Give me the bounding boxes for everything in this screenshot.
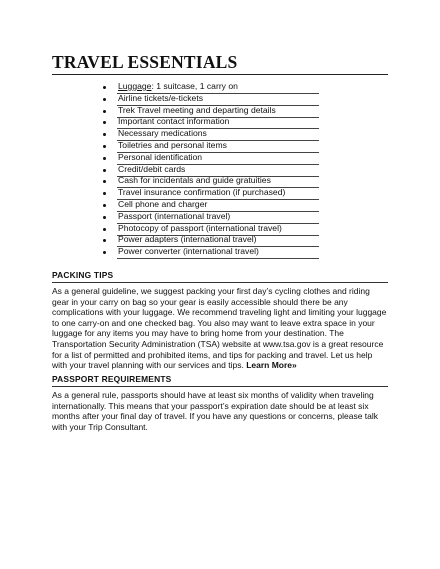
checklist-line <box>117 164 319 165</box>
list-item-text: Toiletries and personal items <box>118 139 227 150</box>
list-item-text: Passport (international travel) <box>118 210 231 221</box>
list-item <box>103 187 285 199</box>
checklist-line <box>117 152 319 153</box>
list-item-text: Credit/debit cards <box>118 163 186 174</box>
packing-tips-divider <box>52 282 388 283</box>
checklist-line <box>117 246 319 247</box>
bullet-icon <box>103 169 106 172</box>
bullet-icon <box>103 239 106 242</box>
essentials-checklist <box>103 81 285 258</box>
bullet-icon <box>103 157 106 160</box>
list-item-text: Cell phone and charger <box>118 198 208 209</box>
bullet-icon <box>103 110 106 113</box>
bullet-icon <box>103 204 106 207</box>
list-item <box>103 234 285 246</box>
title-divider <box>52 74 388 75</box>
list-item <box>103 81 285 93</box>
bullet-icon <box>103 145 106 148</box>
checklist-line <box>117 235 319 236</box>
checklist-line <box>117 211 319 212</box>
list-item <box>103 164 285 176</box>
list-item <box>103 152 285 164</box>
list-item-text: Power adapters (international travel) <box>118 234 257 245</box>
list-item-text: Airline tickets/e-tickets <box>118 92 204 103</box>
list-item-text: Cash for incidentals and guide gratuities <box>118 175 271 186</box>
list-item <box>103 246 285 258</box>
list-item-text: Trek Travel meeting and departing details <box>118 104 276 115</box>
packing-tips-text: As a general guideline, we suggest packing your first day’s cycling clothes and riding gear in your carry on bag so your gear is easily accessible should there be any complications with your luggage. We recommend traveling light and limiting your luggage to one carry-on and one checked bag. You also may want to leave extra space in your luggage for any items you may have to bring home from your destination. The Transportation Security Administration (TSA) website at www.tsa.gov is a great resource for a list of permitted and prohibited items, and tips for packing and travel. Let us help with your travel planning with our services and tips. <box>52 286 387 371</box>
checklist-line <box>117 140 319 141</box>
bullet-icon <box>103 121 106 124</box>
list-item <box>103 128 285 140</box>
checklist-line <box>117 258 319 259</box>
bullet-icon <box>103 133 106 136</box>
checklist-line <box>117 117 319 118</box>
packing-tips-heading: PACKING TIPS <box>52 270 114 280</box>
list-item <box>103 105 285 117</box>
list-item-text: Travel insurance confirmation (if purchased) <box>118 187 286 198</box>
list-item <box>103 175 285 187</box>
list-item-text: Power converter (international travel) <box>118 246 259 257</box>
list-item <box>103 223 285 235</box>
bullet-icon <box>103 86 106 89</box>
bullet-icon <box>103 216 106 219</box>
checklist-line <box>117 93 319 94</box>
list-item <box>103 199 285 211</box>
bullet-icon <box>103 251 106 254</box>
passport-requirements-divider <box>52 386 388 387</box>
checklist-line <box>117 105 319 106</box>
checklist-line <box>117 176 319 177</box>
bullet-icon <box>103 192 106 195</box>
list-item <box>103 116 285 128</box>
bullet-icon <box>103 98 106 101</box>
list-item-text: Important contact information <box>118 116 230 127</box>
checklist-line <box>117 199 319 200</box>
bullet-icon <box>103 180 106 183</box>
passport-requirements-heading: PASSPORT REQUIREMENTS <box>52 374 172 384</box>
list-item-text: Necessary medications <box>118 128 207 139</box>
list-item <box>103 93 285 105</box>
list-item <box>103 211 285 223</box>
list-item-label: Luggage <box>118 81 152 91</box>
checklist-line <box>117 128 319 129</box>
packing-tips-paragraph <box>52 286 388 371</box>
learn-more-link[interactable]: Learn More» <box>246 360 297 371</box>
passport-requirements-paragraph: As a general rule, passports should have at least six months of validity when traveling internationally. This means that your passport’s expiration date should be at least six months after your final day of travel. If you have any questions or concerns, please talk with your Trip Consultant. <box>52 390 379 432</box>
list-item-text: Personal identification <box>118 151 203 162</box>
page-title: TRAVEL ESSENTIALS <box>52 52 238 72</box>
list-item <box>103 140 285 152</box>
checklist-line <box>117 187 319 188</box>
bullet-icon <box>103 228 106 231</box>
list-item-text: Photocopy of passport (international travel) <box>118 222 282 233</box>
list-item-text: : 1 suitcase, 1 carry on <box>151 81 238 91</box>
checklist-line <box>117 223 319 224</box>
